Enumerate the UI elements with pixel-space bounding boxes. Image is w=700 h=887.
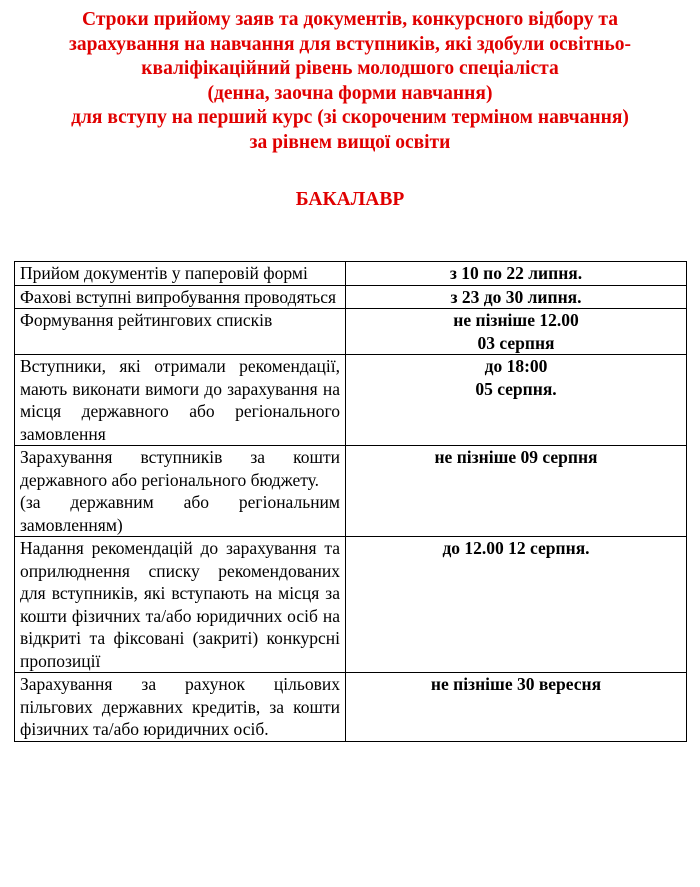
deadline-date: 05 серпня. bbox=[475, 378, 557, 399]
stage-label: Вступники, які отримали рекомендації, мають виконати вимоги до зарахування на місця державного або регіонального замовлення bbox=[20, 356, 340, 444]
table-row bbox=[15, 309, 687, 355]
stage-label: Надання рекомендацій до зарахування та оприлюднення списку рекомендованих для вступників, які вступають на місця за кошти фізичних та/або юридичних осіб на відкриті та фіксовані (закриті) конкурсні пропозиції bbox=[20, 538, 340, 671]
stage-cell bbox=[15, 446, 346, 537]
title-line: для вступу на перший курс (зі скороченим терміном навчання) bbox=[71, 107, 629, 128]
stage-label: Прийом документів у паперовій формі bbox=[20, 263, 308, 283]
deadline-cell bbox=[346, 262, 687, 286]
stage-cell bbox=[15, 673, 346, 742]
stage-cell bbox=[15, 537, 346, 673]
deadline-text: з 10 по 22 липня. bbox=[449, 263, 583, 283]
stage-note: (за державним або регіональним замовленням) bbox=[20, 492, 340, 535]
deadline-text: не пізніше 30 вересня bbox=[430, 674, 602, 694]
table-row bbox=[15, 355, 687, 446]
stage-label: Зарахування за рахунок цільових пільгових державних кредитів, за кошти фізичних та/або юридичних осіб. bbox=[20, 674, 340, 739]
table-row bbox=[15, 673, 687, 742]
deadline-text: до 12.00 12 серпня. bbox=[442, 538, 590, 558]
deadline-cell bbox=[346, 285, 687, 309]
table-row bbox=[15, 285, 687, 309]
deadline-date: 03 серпня bbox=[477, 332, 555, 353]
stage-cell bbox=[15, 355, 346, 446]
deadline-text: не пізніше 09 серпня bbox=[434, 447, 598, 467]
stage-cell bbox=[15, 285, 346, 309]
title-line: Строки прийому заяв та документів, конкурсного відбору та bbox=[82, 9, 618, 30]
table-row bbox=[15, 262, 687, 286]
deadline-cell bbox=[346, 309, 687, 355]
stage-cell bbox=[15, 262, 346, 286]
table-row bbox=[15, 446, 687, 537]
degree-heading: БАКАЛАВР bbox=[295, 189, 405, 210]
deadline-cell bbox=[346, 537, 687, 673]
deadline-cell bbox=[346, 446, 687, 537]
title-line: за рівнем вищої освіти bbox=[249, 131, 451, 153]
deadline-text: з 23 до 30 липня. bbox=[450, 286, 582, 307]
stage-label: Зарахування вступників за кошти державного або регіонального бюджету. bbox=[20, 447, 340, 490]
page-title bbox=[0, 8, 700, 155]
stage-label: Формування рейтингових списків bbox=[20, 310, 273, 330]
deadline-cell bbox=[346, 673, 687, 742]
deadline-time: до 18:00 bbox=[484, 356, 548, 376]
title-line: (денна, заочна форми навчання) bbox=[207, 82, 493, 104]
stage-label: Фахові вступні випробування проводяться bbox=[20, 286, 337, 307]
admission-schedule-table bbox=[14, 261, 687, 742]
deadline-cell bbox=[346, 355, 687, 446]
title-line: зарахування на навчання для вступників, які здобули освітньо- bbox=[69, 33, 631, 55]
table-row bbox=[15, 537, 687, 673]
title-line: кваліфікаційний рівень молодшого спеціаліста bbox=[141, 58, 559, 79]
deadline-time: не пізніше 12.00 bbox=[453, 310, 579, 330]
stage-cell bbox=[15, 309, 346, 355]
